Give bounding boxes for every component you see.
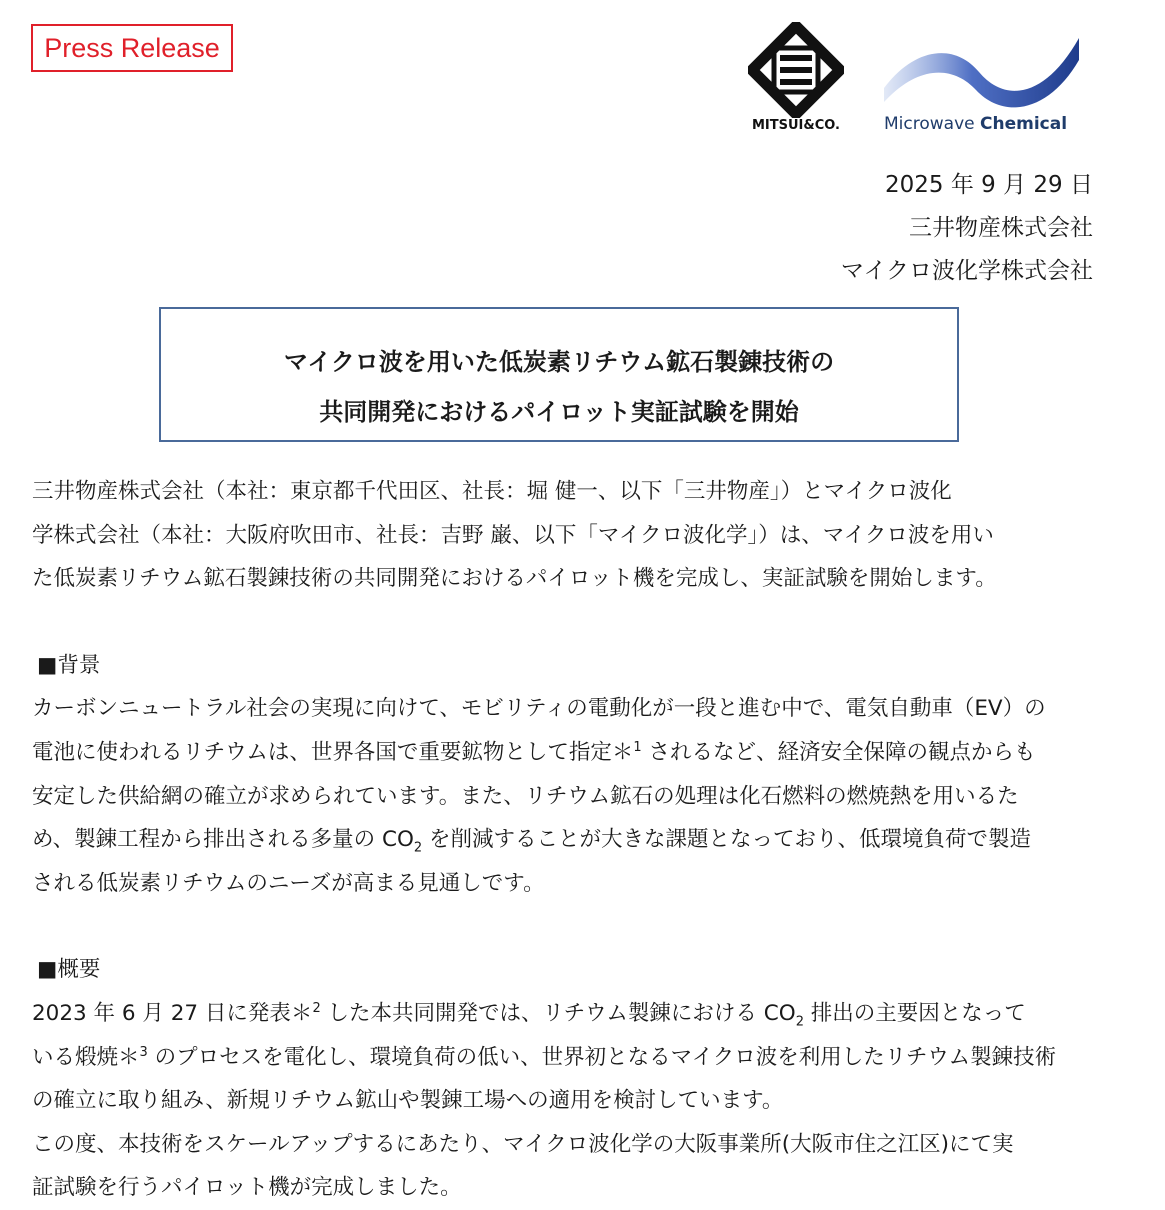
press-release-badge: Press Release	[31, 24, 233, 72]
microwave-chemical-logo	[884, 30, 1084, 138]
footnote-ref-2: 2	[312, 1000, 321, 1016]
microwave-chemical-logo-text: Microwave Chemical	[884, 114, 1068, 134]
headline-box	[159, 307, 959, 442]
body-content	[32, 470, 1102, 1210]
background-line: される低炭素リチウムのニーズが高まる見通しです。	[32, 870, 545, 896]
intro-line: た低炭素リチウム鉱石製錬技術の共同開発におけるパイロット機を完成し、実証試験を開始します。	[32, 566, 997, 592]
wave-icon	[884, 30, 1084, 110]
overview-line: この度、本技術をスケールアップするにあたり、マイクロ波化学の大阪事業所(大阪市住之江区)にて実	[32, 1131, 1014, 1157]
company-mitsui: 三井物産株式会社	[909, 215, 1093, 241]
company-microwave-chemical: マイクロ波化学株式会社	[840, 258, 1093, 284]
headline-line-2: 共同開発におけるパイロット実証試験を開始	[319, 398, 799, 426]
overview-line: の確立に取り組み、新規リチウム鉱山や製錬工場への適用を検討しています。	[32, 1088, 784, 1114]
footnote-ref-1: 1	[633, 739, 642, 755]
overview-line: 2023 年 6 月 27 日に発表＊$^2$ した本共同開発では、リチウム製錬における $CO_2$ 排出の主要因となって	[32, 1000, 1026, 1030]
release-meta	[841, 164, 1093, 293]
mitsui-logo	[748, 22, 844, 134]
overview-line: いる煅焼＊$^3$ のプロセスを電化し、環境負荷の低い、世界初となるマイクロ波を利用したリチウム製錬技術	[32, 1044, 1057, 1070]
background-line: カーボンニュートラル社会の実現に向けて、モビリティの電動化が一段と進む中で、電気自動車（EV）の	[32, 696, 1046, 722]
overview-heading: ■概要	[37, 957, 101, 983]
intro-line: 学株式会社（本社：大阪府吹田市、社長：吉野 巌、以下「マイクロ波化学」）は、マイクロ波を用い	[32, 522, 994, 548]
mitsui-mark-icon	[748, 22, 844, 118]
background-line: め、製錬工程から排出される多量の $CO_2$ を削減することが大きな課題となっており、低環境負荷で製造	[32, 827, 1032, 856]
release-date: 2025 年 9 月 29 日	[885, 172, 1093, 198]
overview-line: 証試験を行うパイロット機が完成しました。	[32, 1175, 462, 1201]
background-line: 電池に使われるリチウムは、世界各国で重要鉱物として指定＊$^1$ されるなど、経済安全保障の観点からも	[32, 739, 1036, 765]
background-line: 安定した供給網の確立が求められています。また、リチウム鉱石の処理は化石燃料の燃焼熱を用いるた	[32, 783, 1019, 809]
background-paragraph	[32, 687, 1102, 905]
intro-line: 三井物産株式会社（本社：東京都千代田区、社長：堀 健一、以下「三井物産」）とマイクロ波化	[32, 479, 952, 504]
background-heading: ■背景	[37, 652, 101, 678]
intro-paragraph	[32, 470, 1102, 601]
footnote-ref-3: 3	[139, 1044, 148, 1060]
mitsui-logo-text: MITSUI&CO.	[752, 118, 840, 133]
headline-line-1: マイクロ波を用いた低炭素リチウム鉱石製錬技術の	[283, 348, 835, 376]
overview-paragraph	[32, 992, 1102, 1210]
